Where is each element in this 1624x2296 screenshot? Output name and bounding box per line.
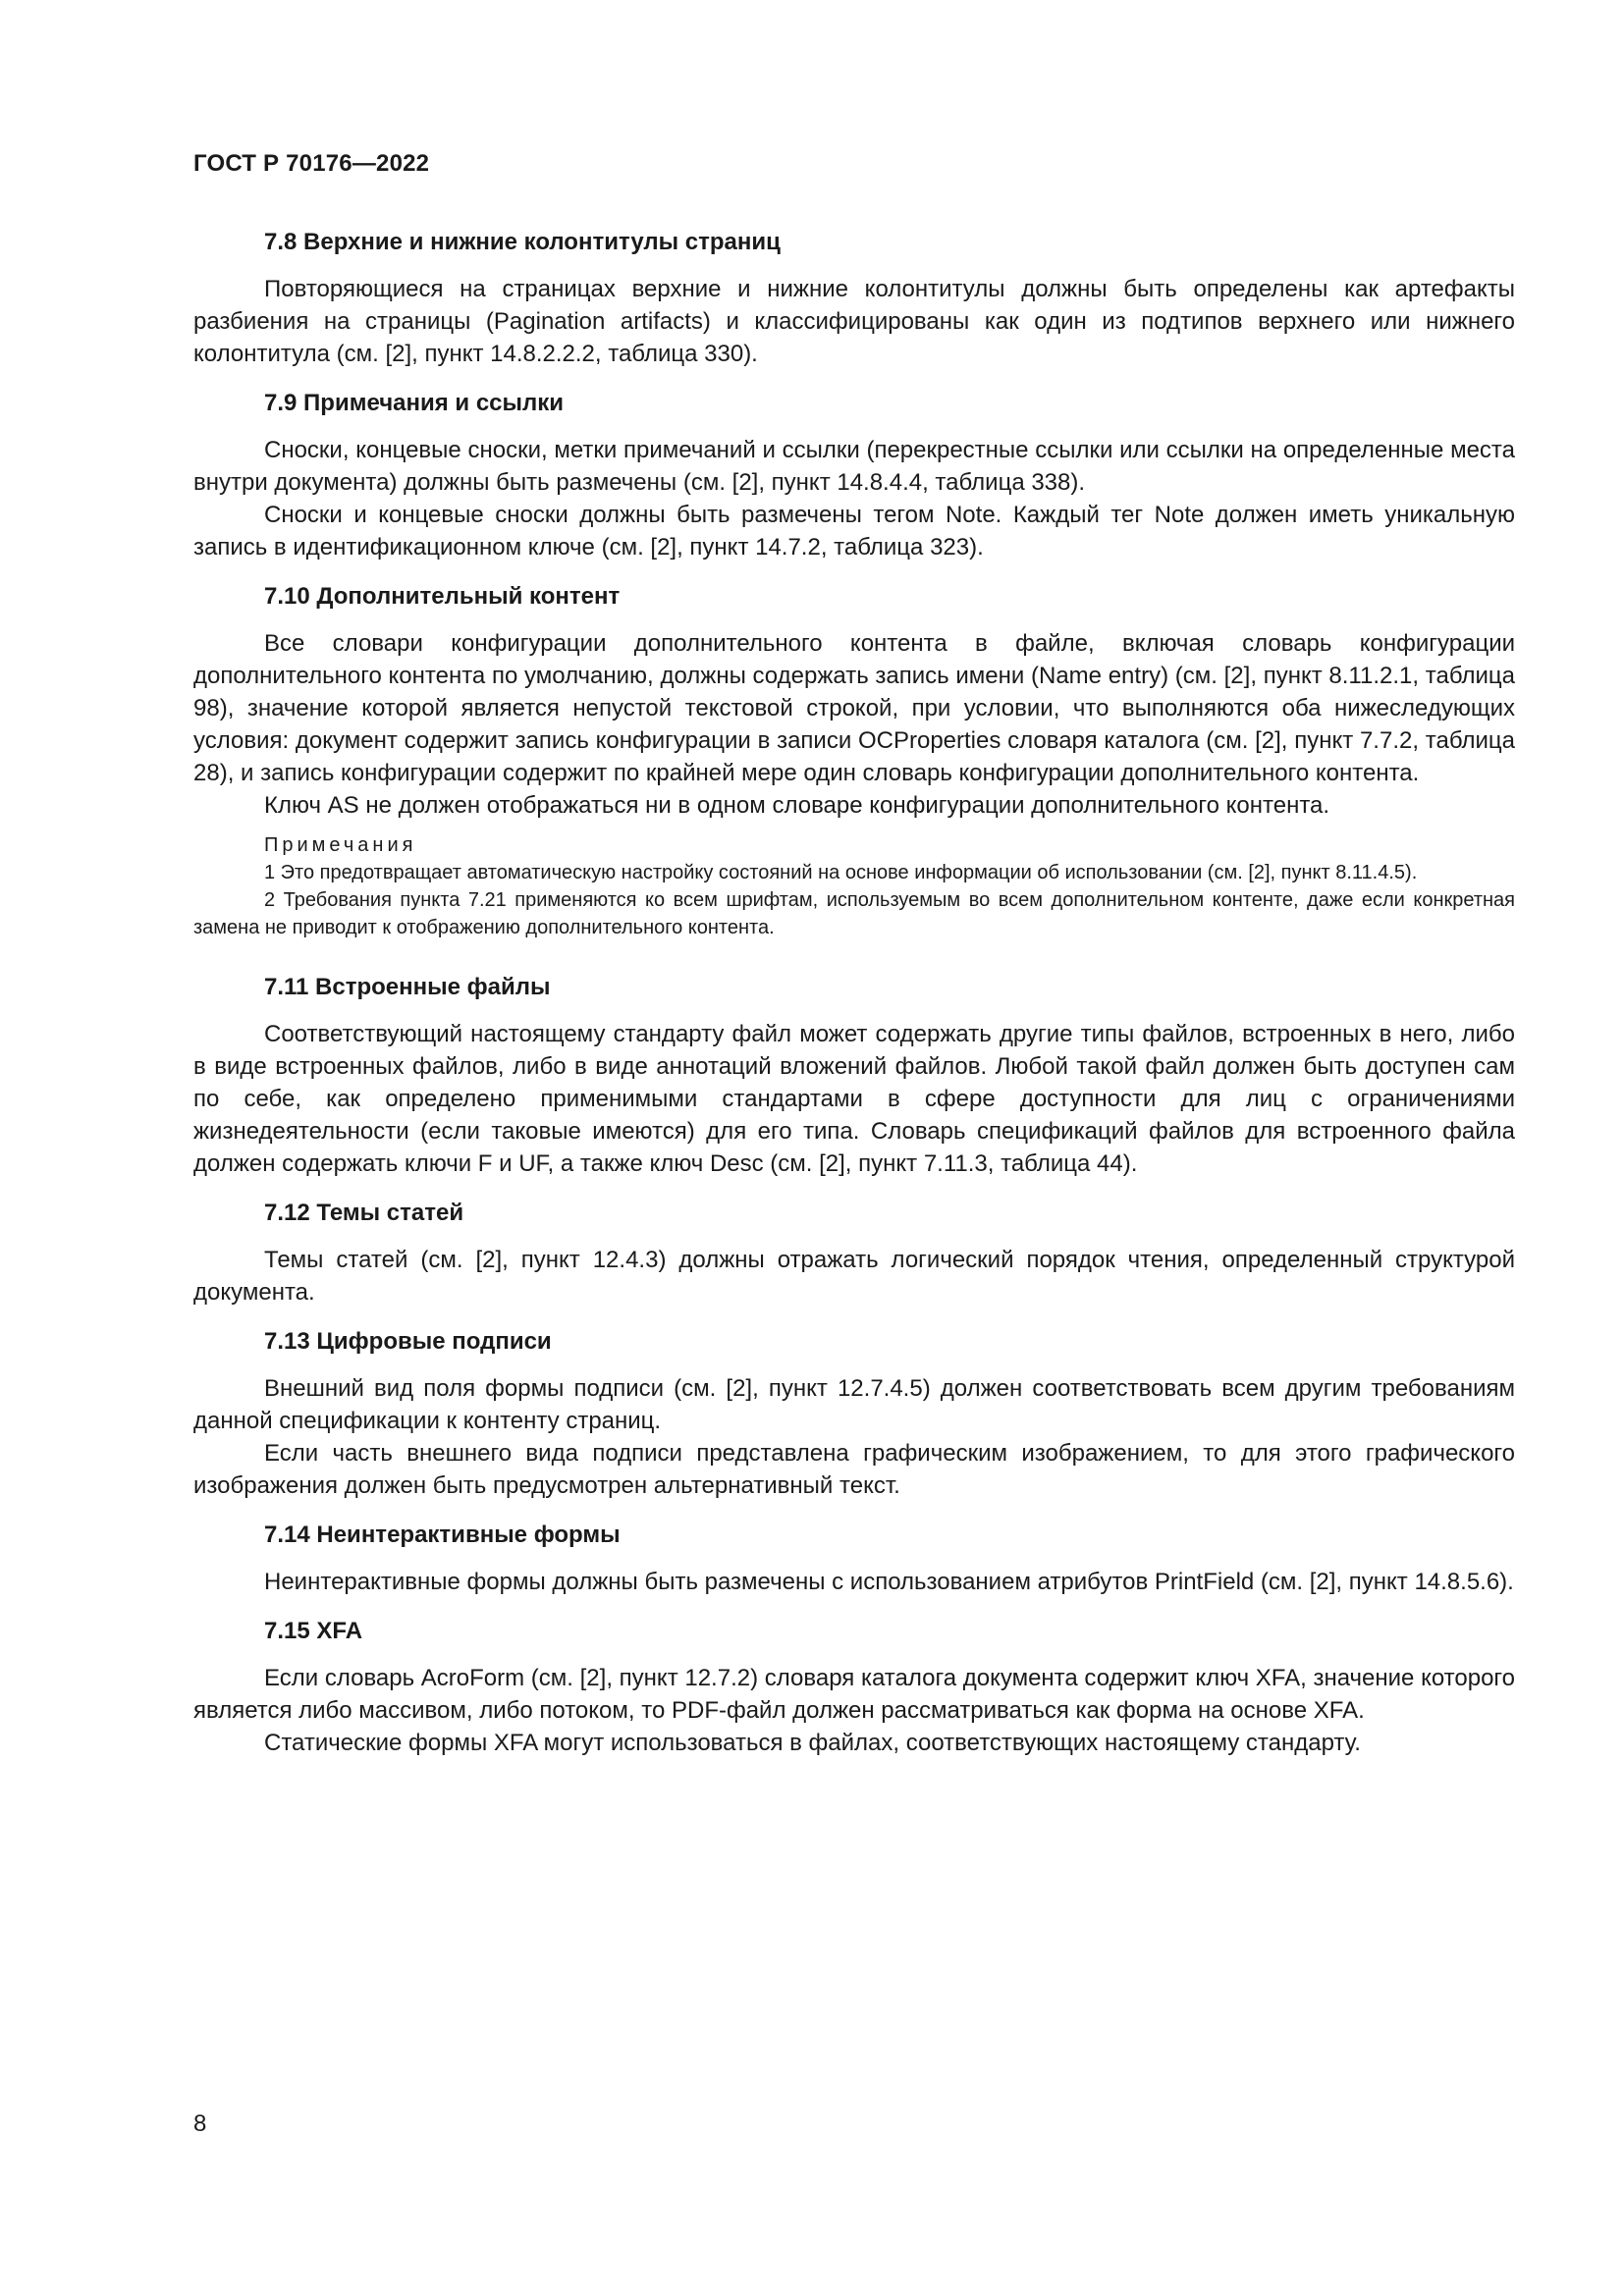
section-7-12 <box>193 1197 1515 1308</box>
paragraph: Сноски и концевые сноски должны быть размечены тегом Note. Каждый тег Note должен иметь уникальную запись в идентификационном ключе (см. [2], пункт 14.7.2, таблица 323). <box>193 502 1515 561</box>
section-heading: 7.8 Верхние и нижние колонтитулы страниц <box>264 229 781 255</box>
paragraph: Соответствующий настоящему стандарту файл может содержать другие типы файлов, встроенных в него, либо в виде встроенных файлов, либо в виде аннотаций вложений файлов. Любой такой файл должен быть доступен сам по себе, как определено применимыми стандартами в сфере доступности для лиц с ограничениями жизнедеятельности (если таковые имеются) для его типа. Словарь спецификаций файлов для встроенного файла должен содержать ключи F и UF, а также ключ Desc (см. [2], пункт 7.11.3, таблица 44). <box>193 1021 1515 1177</box>
notes-title: Примечания <box>264 834 417 856</box>
paragraph: Темы статей (см. [2], пункт 12.4.3) должны отражать логический порядок чтения, определенный структурой документа. <box>193 1247 1515 1306</box>
section-heading: 7.9 Примечания и ссылки <box>264 390 565 416</box>
section-7-15 <box>193 1615 1515 1759</box>
paragraph: Все словари конфигурации дополнительного контента в файле, включая словарь конфигурации дополнительного контента по умолчанию, должны содержать запись имени (Name entry) (см. [2], пункт 8.11.2.1, таблица 98), значение которой является непустой текстовой строкой, при условии, что выполняются оба нижеследующих условия: документ содержит запись конфигурации в записи OCProperties словаря каталога (см. [2], пункт 7.7.2, таблица 28), и запись конфигурации содержит по крайней мере один словарь конфигурации дополнительного контента. <box>193 630 1515 786</box>
section-heading: 7.15 XFA <box>264 1618 363 1644</box>
section-7-11 <box>193 971 1515 1180</box>
standard-header: ГОСТ Р 70176—2022 <box>193 150 430 177</box>
section-heading: 7.12 Темы статей <box>264 1200 464 1226</box>
paragraph: Повторяющиеся на страницах верхние и нижние колонтитулы должны быть определены как артефакты разбиения на страницы (Pagination artifacts) и классифицированы как один из подтипов верхнего или нижнего колонтитула (см. [2], пункт 14.8.2.2.2, таблица 330). <box>193 276 1515 367</box>
paragraph: Сноски, концевые сноски, метки примечаний и ссылки (перекрестные ссылки или ссылки на определенные места внутри документа) должны быть размечены (см. [2], пункт 14.8.4.4, таблица 338). <box>193 437 1515 496</box>
paragraph: Внешний вид поля формы подписи (см. [2], пункт 12.7.4.5) должен соответствовать всем другим требованиям данной спецификации к контенту страниц. <box>193 1375 1515 1434</box>
notes-block <box>193 831 1515 941</box>
section-heading: 7.11 Встроенные файлы <box>264 974 551 1000</box>
section-heading: 7.14 Неинтерактивные формы <box>264 1522 621 1548</box>
section-heading: 7.10 Дополнительный контент <box>264 583 621 610</box>
section-7-8 <box>193 226 1515 370</box>
section-7-9 <box>193 387 1515 563</box>
page-number: 8 <box>193 2110 207 2137</box>
paragraph: Неинтерактивные формы должны быть размечены с использованием атрибутов PrintField (см. [2], пункт 14.8.5.6). <box>264 1569 1514 1595</box>
paragraph: Если словарь AcroForm (см. [2], пункт 12.7.2) словаря каталога документа содержит ключ XFA, значение которого является либо массивом, либо потоком, то PDF-файл должен рассматриваться как форма на основе XFA. <box>193 1665 1515 1724</box>
section-7-10 <box>193 580 1515 941</box>
paragraph: Статические формы XFA могут использоваться в файлах, соответствующих настоящему стандарту. <box>264 1730 1361 1756</box>
note-item: 1 Это предотвращает автоматическую настройку состояний на основе информации об использовании (см. [2], пункт 8.11.4.5). <box>264 862 1418 883</box>
note-item: 2 Требования пункта 7.21 применяются ко всем шрифтам, используемым во всем дополнительном контенте, даже если конкретная замена не приводит к отображению дополнительного контента. <box>193 889 1515 938</box>
document-body <box>193 226 1515 1776</box>
section-7-14 <box>193 1519 1515 1598</box>
paragraph: Ключ AS не должен отображаться ни в одном словаре конфигурации дополнительного контента. <box>264 792 1330 819</box>
paragraph: Если часть внешнего вида подписи представлена графическим изображением, то для этого графического изображения должен быть предусмотрен альтернативный текст. <box>193 1440 1515 1499</box>
section-7-13 <box>193 1325 1515 1502</box>
section-heading: 7.13 Цифровые подписи <box>264 1328 552 1355</box>
